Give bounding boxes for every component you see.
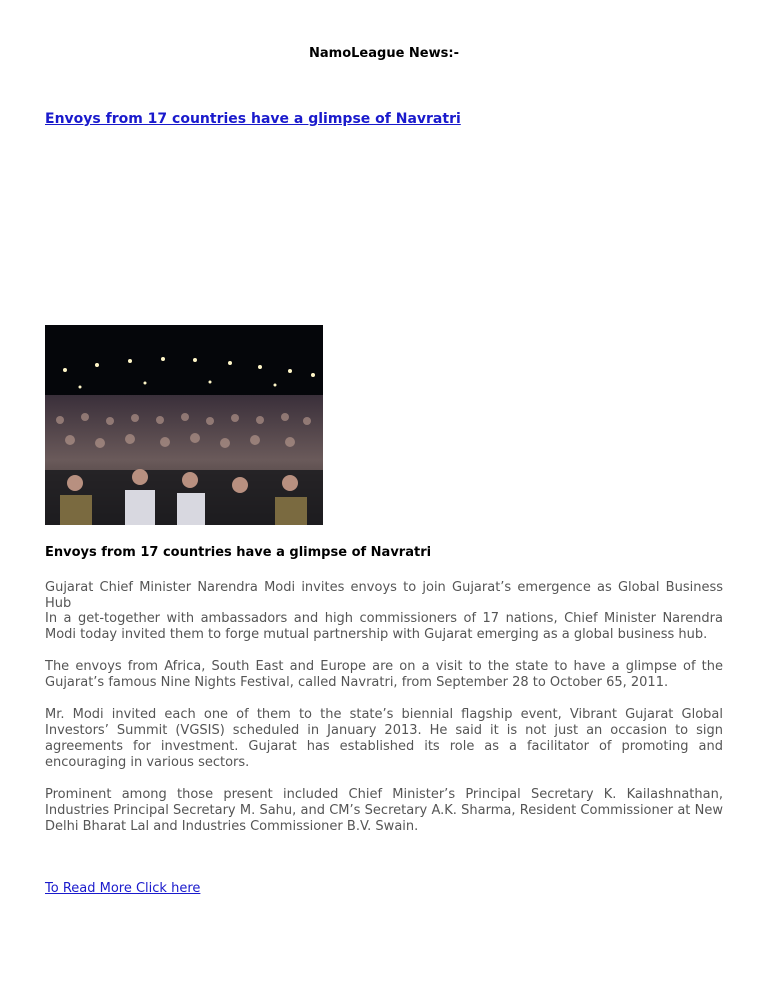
newsletter-title: NamoLeague News:- bbox=[309, 46, 459, 61]
article-paragraph: Prominent among those present included Chief Minister’s Principal Secretary K. Kailashnathan, Industries Principal Secretary M. Sahu, and CM’s Secretary A.K. Sharma, Resident Commissioner at New Delhi Bharat Lal and Industries Commissioner B.V. Swain. bbox=[45, 787, 723, 834]
article-paragraph: Mr. Modi invited each one of them to the state’s biennial flagship event, Vibrant Gujarat Global Investors’ Summit (VGSIS) scheduled in January 2013. He said it is not just an occasion to sign agreements for investment. Gujarat has established its role as a facilitator of promoting and encouraging in various sectors. bbox=[45, 707, 723, 770]
article-paragraph: The envoys from Africa, South East and Europe are on a visit to the state to have a glimpse of the Gujarat’s famous Nine Nights Festival, called Navratri, from September 28 to October 65, 2011. bbox=[45, 659, 723, 690]
crowd-photo bbox=[45, 325, 323, 525]
read-more-link[interactable]: To Read More Click here bbox=[45, 881, 201, 896]
article-heading: Envoys from 17 countries have a glimpse of Navratri bbox=[45, 545, 432, 560]
article-paragraph: In a get-together with ambassadors and high commissioners of 17 nations, Chief Minister Narendra Modi today invited them to forge mutual partnership with Gujarat emerging as a global business hub. bbox=[45, 611, 723, 642]
article-paragraph: Gujarat Chief Minister Narendra Modi invites envoys to join Gujarat’s emergence as Global Business Hub bbox=[45, 580, 723, 611]
headline-link[interactable]: Envoys from 17 countries have a glimpse of Navratri bbox=[45, 111, 461, 127]
